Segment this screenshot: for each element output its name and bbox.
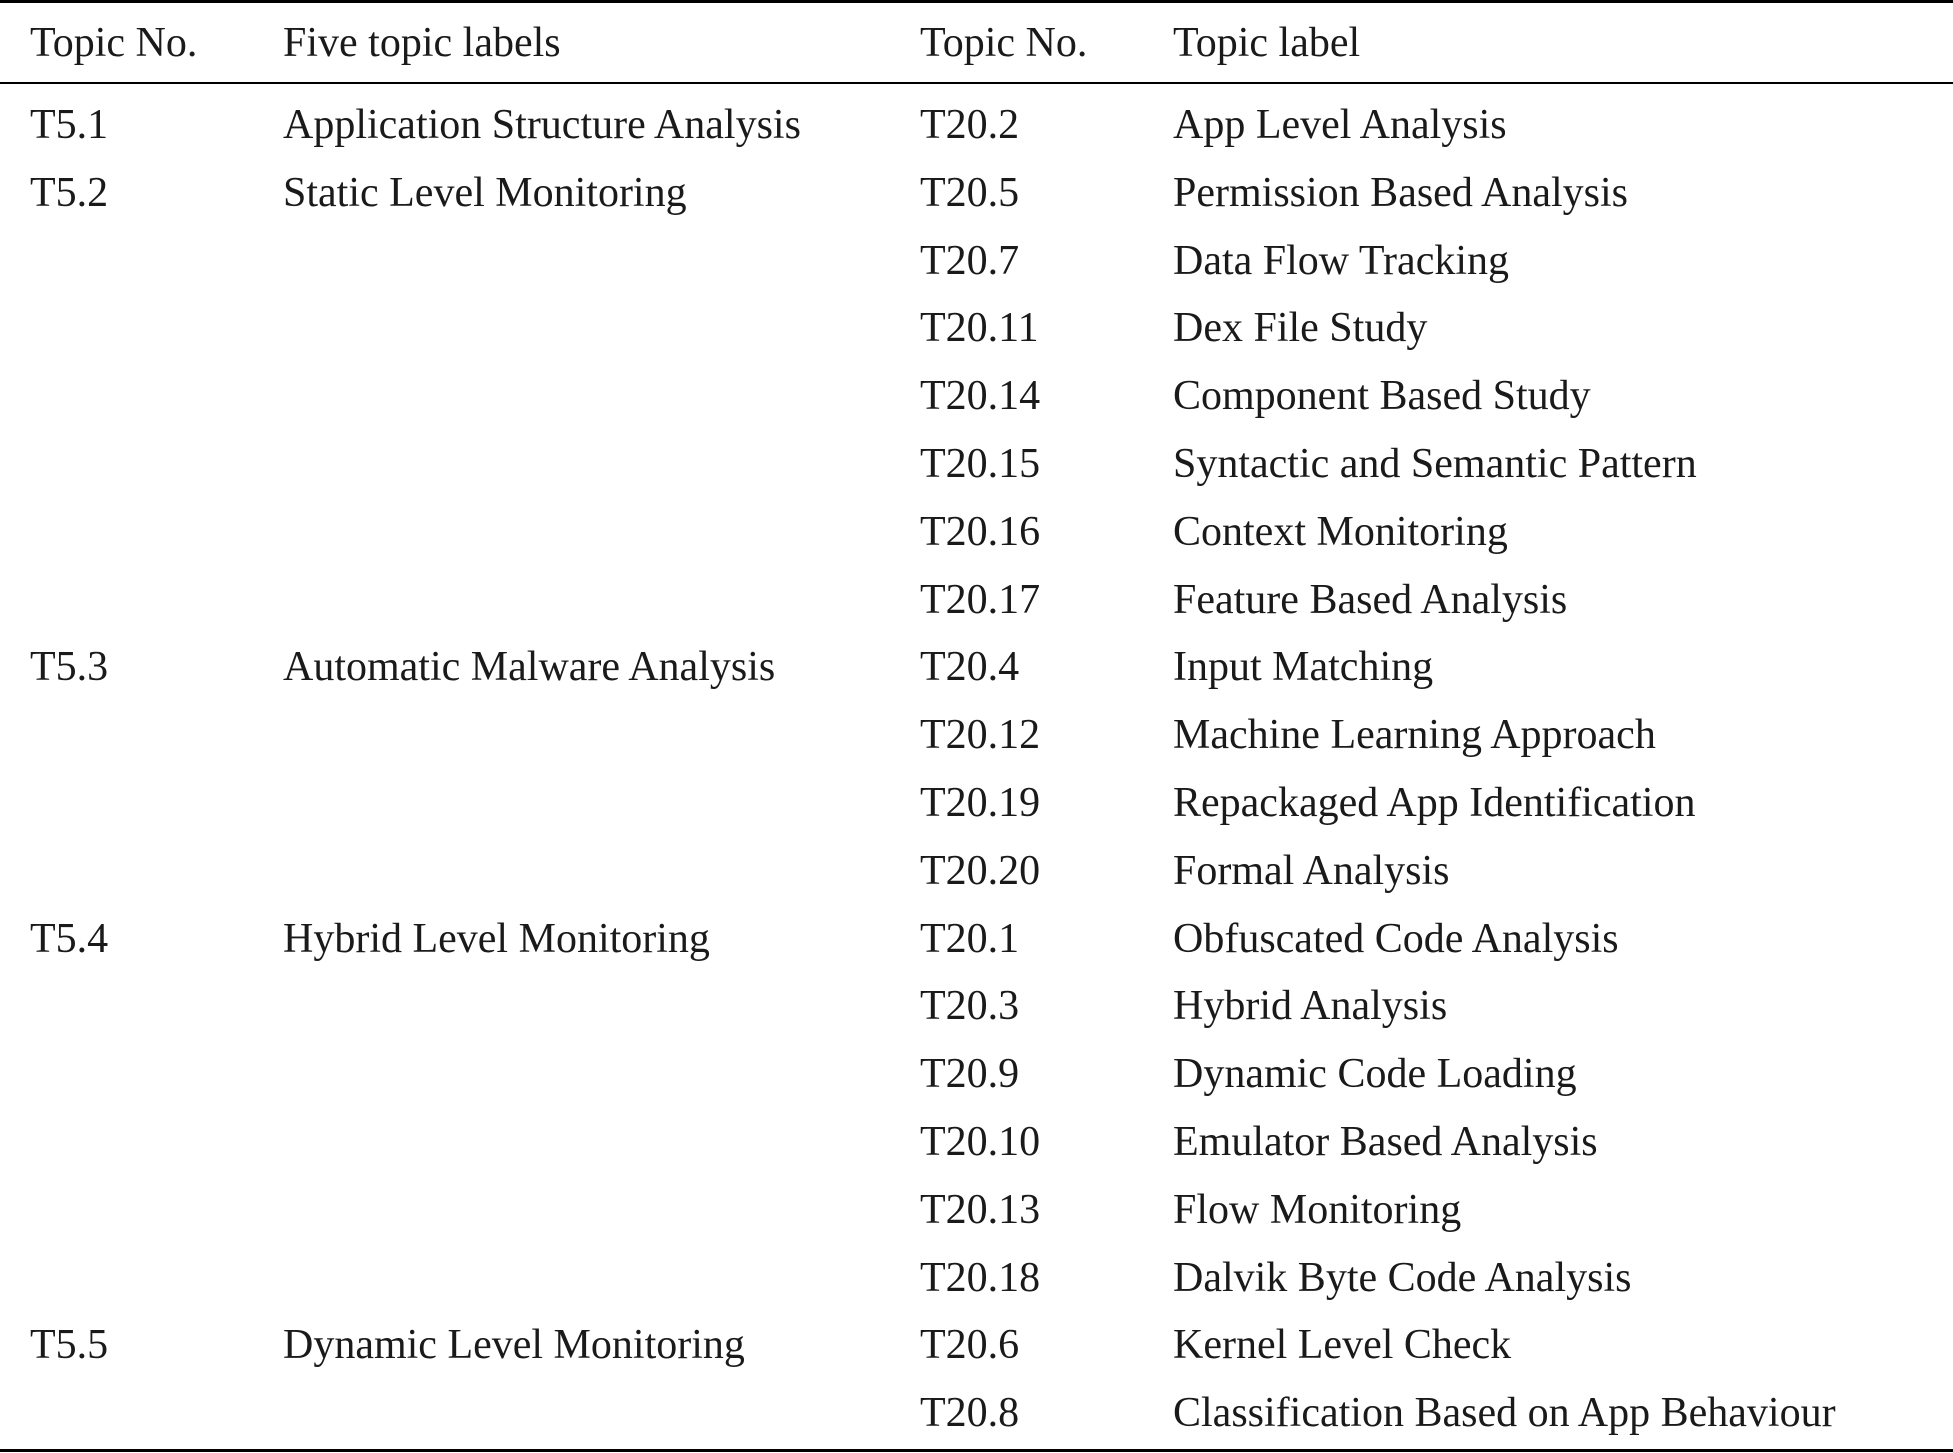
topic-label-cell: Dalvik Byte Code Analysis: [1173, 1254, 1632, 1301]
table-row: [0, 498, 1953, 566]
header-topic-no-20: Topic No.: [920, 20, 1088, 66]
topic-label-cell: Input Matching: [1173, 644, 1434, 691]
topic-20-no-cell: T20.2: [920, 102, 1020, 148]
topic-20-no-cell: T20.17: [920, 576, 1041, 623]
topic-label-cell: Kernel Level Check: [1173, 1322, 1512, 1369]
table-row: [0, 294, 1953, 362]
table-row: [0, 1108, 1953, 1176]
table-row: [0, 227, 1953, 295]
table-row: [0, 905, 1953, 973]
topic-20-no-cell: T20.16: [920, 508, 1041, 555]
table-header-row: [0, 9, 1953, 77]
topic-20-no-cell: T20.13: [920, 1186, 1041, 1233]
five-topic-label-cell: Automatic Malware Analysis: [283, 644, 776, 691]
topic-label-cell: Flow Monitoring: [1173, 1186, 1462, 1233]
topic-20-no-cell: T20.20: [920, 847, 1041, 894]
table-row: [0, 1379, 1953, 1447]
topic-label-cell: Classification Based on App Behaviour: [1173, 1390, 1836, 1437]
topic-label-cell: Component Based Study: [1173, 373, 1591, 420]
topic-label-cell: Repackaged App Identification: [1173, 780, 1696, 826]
topic-label-cell: Permission Based Analysis: [1173, 169, 1629, 216]
table-row: [0, 1311, 1953, 1379]
topic-20-no-cell: T20.12: [920, 712, 1041, 759]
topic-no-cell: T5.4: [30, 915, 109, 962]
bottom-rule: [0, 1449, 1953, 1452]
topic-no-cell: T5.2: [30, 169, 109, 216]
topic-no-cell: T5.1: [30, 102, 109, 148]
topic-20-no-cell: T20.7: [920, 237, 1020, 284]
table-row: [0, 701, 1953, 769]
table-row: [0, 91, 1953, 159]
topic-20-no-cell: T20.11: [920, 305, 1039, 352]
topic-20-no-cell: T20.15: [920, 441, 1041, 487]
topic-label-cell: Dex File Study: [1173, 305, 1428, 352]
table-row: [0, 837, 1953, 905]
five-topic-label-cell: Hybrid Level Monitoring: [283, 915, 710, 962]
table-row: [0, 1176, 1953, 1244]
topic-20-no-cell: T20.3: [920, 983, 1020, 1030]
table-row: [0, 1040, 1953, 1108]
topic-20-no-cell: T20.14: [920, 373, 1041, 420]
topic-label-cell: Hybrid Analysis: [1173, 983, 1448, 1030]
header-rule: [0, 82, 1953, 84]
topic-20-no-cell: T20.6: [920, 1322, 1020, 1369]
table-row: [0, 769, 1953, 837]
header-five-topic-labels: Five topic labels: [283, 20, 561, 66]
topic-label-cell: Emulator Based Analysis: [1173, 1119, 1598, 1165]
topic-20-no-cell: T20.4: [920, 644, 1020, 691]
topic-label-cell: Obfuscated Code Analysis: [1173, 915, 1619, 962]
table-row: [0, 566, 1953, 634]
table-row: [0, 362, 1953, 430]
topic-label-cell: App Level Analysis: [1173, 102, 1507, 148]
table-row: [0, 430, 1953, 498]
topic-no-cell: T5.5: [30, 1322, 109, 1369]
five-topic-label-cell: Application Structure Analysis: [283, 102, 801, 148]
table-row: [0, 972, 1953, 1040]
topic-20-no-cell: T20.1: [920, 915, 1020, 962]
table-row: [0, 159, 1953, 227]
topic-20-no-cell: T20.8: [920, 1390, 1020, 1437]
topic-label-cell: Syntactic and Semantic Pattern: [1173, 441, 1697, 487]
topic-label-cell: Formal Analysis: [1173, 847, 1450, 894]
topic-20-no-cell: T20.9: [920, 1051, 1020, 1098]
topic-20-no-cell: T20.5: [920, 169, 1020, 216]
topic-label-cell: Data Flow Tracking: [1173, 237, 1509, 284]
topic-20-no-cell: T20.18: [920, 1254, 1041, 1301]
top-rule: [0, 0, 1953, 3]
header-topic-label: Topic label: [1173, 20, 1361, 66]
table-row: [0, 1244, 1953, 1312]
topic-label-cell: Machine Learning Approach: [1173, 712, 1656, 759]
topic-label-cell: Feature Based Analysis: [1173, 576, 1568, 623]
topic-label-cell: Dynamic Code Loading: [1173, 1051, 1577, 1098]
topic-20-no-cell: T20.19: [920, 780, 1041, 826]
header-topic-no: Topic No.: [30, 20, 198, 66]
topic-no-cell: T5.3: [30, 644, 109, 691]
topic-label-cell: Context Monitoring: [1173, 508, 1508, 555]
five-topic-label-cell: Static Level Monitoring: [283, 169, 687, 216]
table-row: [0, 633, 1953, 701]
topic-20-no-cell: T20.10: [920, 1119, 1041, 1165]
five-topic-label-cell: Dynamic Level Monitoring: [283, 1322, 745, 1369]
